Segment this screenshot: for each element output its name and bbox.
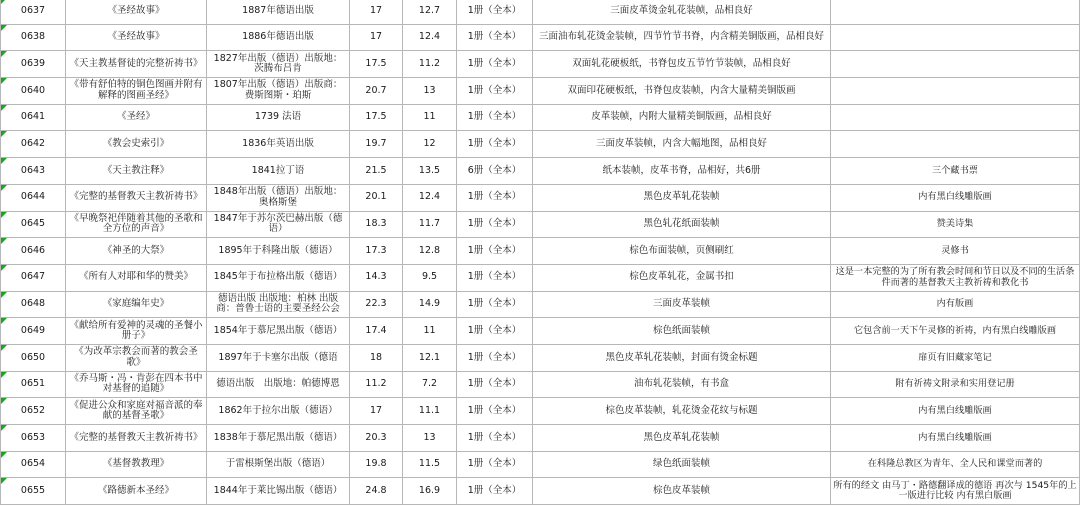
note-cell <box>831 78 1080 105</box>
title-cell: 《献给所有爱神的灵魂的圣餐小册子》 <box>66 318 207 345</box>
width-cell: 13 <box>403 425 457 452</box>
note-cell: 扉页有旧藏家笔记 <box>831 344 1080 371</box>
height-cell: 20.3 <box>350 425 403 452</box>
title-cell: 《完整的基督教天主教祈祷书》 <box>66 184 207 211</box>
title-cell: 《神圣的大祭》 <box>66 238 207 265</box>
note-cell <box>831 51 1080 78</box>
width-cell: 11.1 <box>403 398 457 425</box>
note-cell: 附有祈祷文附录和实用登记册 <box>831 371 1080 398</box>
width-cell: 13.5 <box>403 158 457 185</box>
note-cell: 三个藏书票 <box>831 158 1080 185</box>
height-cell: 21.5 <box>350 158 403 185</box>
height-cell: 17 <box>350 0 403 24</box>
note-cell <box>831 24 1080 51</box>
title-cell: 《家庭编年史》 <box>66 291 207 318</box>
volume-cell: 1册（全本） <box>457 398 533 425</box>
description-cell: 棕色布面装帧，页侧刷红 <box>533 238 831 265</box>
table-row <box>1 184 1080 211</box>
height-cell: 17 <box>350 24 403 51</box>
description-cell: 三面皮革装帧 <box>533 291 831 318</box>
publication-cell: 1848年出版（德语）出版地：奥格斯堡 <box>207 184 350 211</box>
title-cell: 《早晚祭祀伴随着其他的圣歌和全方位的声音》 <box>66 211 207 238</box>
volume-cell: 1册（全本） <box>457 238 533 265</box>
title-cell: 《促进公众和家庭对福音派的奉献的基督圣歌》 <box>66 398 207 425</box>
lot-number-cell: 0645 <box>1 211 66 238</box>
height-cell: 14.3 <box>350 264 403 291</box>
table-row <box>1 78 1080 105</box>
table-row <box>1 131 1080 158</box>
title-cell: 《教会史索引》 <box>66 131 207 158</box>
publication-cell: 1895年于科隆出版（德语） <box>207 238 350 265</box>
height-cell: 17.5 <box>350 104 403 131</box>
lot-number-cell: 0639 <box>1 51 66 78</box>
description-cell: 三面皮革装帧，内含大幅地图，品相良好 <box>533 131 831 158</box>
volume-cell: 1册（全本） <box>457 0 533 24</box>
description-cell: 黑色皮革轧花装帧，封面有烫金标题 <box>533 344 831 371</box>
publication-cell: 1897年于卡塞尔出版（德语 <box>207 344 350 371</box>
publication-cell: 德语出版 出版地：柏林 出版商：普鲁士语的主要圣经公会 <box>207 291 350 318</box>
description-cell: 棕色皮革装帧 <box>533 478 831 505</box>
height-cell: 17.5 <box>350 51 403 78</box>
height-cell: 20.7 <box>350 78 403 105</box>
note-cell: 所有的经文 由马丁・路德翻译成的德语 再次与 1545年的上一版进行比较 内有黑白版画 <box>831 478 1080 505</box>
width-cell: 16.9 <box>403 478 457 505</box>
height-cell: 11.2 <box>350 371 403 398</box>
height-cell: 18.3 <box>350 211 403 238</box>
table-row <box>1 0 1080 24</box>
volume-cell: 1册（全本） <box>457 104 533 131</box>
table-row <box>1 291 1080 318</box>
volume-cell: 1册（全本） <box>457 318 533 345</box>
volume-cell: 1册（全本） <box>457 344 533 371</box>
width-cell: 12.1 <box>403 344 457 371</box>
volume-cell: 6册（全本） <box>457 158 533 185</box>
title-cell: 《为改革宗教会而著的教会圣歌》 <box>66 344 207 371</box>
width-cell: 13 <box>403 78 457 105</box>
catalog-table-body <box>1 0 1080 505</box>
description-cell: 棕色纸面装帧 <box>533 318 831 345</box>
publication-cell: 1862年于拉尔出版（德语） <box>207 398 350 425</box>
description-cell: 黑色皮革轧花装帧 <box>533 184 831 211</box>
lot-number-cell: 0642 <box>1 131 66 158</box>
width-cell: 11.2 <box>403 51 457 78</box>
height-cell: 24.8 <box>350 478 403 505</box>
volume-cell: 1册（全本） <box>457 371 533 398</box>
width-cell: 12 <box>403 131 457 158</box>
width-cell: 14.9 <box>403 291 457 318</box>
table-row <box>1 344 1080 371</box>
volume-cell: 1册（全本） <box>457 211 533 238</box>
width-cell: 12.7 <box>403 0 457 24</box>
width-cell: 7.2 <box>403 371 457 398</box>
table-row <box>1 238 1080 265</box>
width-cell: 11 <box>403 318 457 345</box>
volume-cell: 1册（全本） <box>457 478 533 505</box>
volume-cell: 1册（全本） <box>457 451 533 478</box>
note-cell: 赞美诗集 <box>831 211 1080 238</box>
table-row <box>1 264 1080 291</box>
width-cell: 11 <box>403 104 457 131</box>
note-cell: 内有版画 <box>831 291 1080 318</box>
table-row <box>1 51 1080 78</box>
lot-number-cell: 0653 <box>1 425 66 452</box>
volume-cell: 1册（全本） <box>457 291 533 318</box>
height-cell: 17.4 <box>350 318 403 345</box>
title-cell: 《天主教基督徒的完整祈祷书》 <box>66 51 207 78</box>
volume-cell: 1册（全本） <box>457 78 533 105</box>
description-cell: 三面油布轧花烫金装帧，四节竹节书脊，内含精美铜版画，品相良好 <box>533 24 831 51</box>
title-cell: 《圣经故事》 <box>66 24 207 51</box>
table-row <box>1 211 1080 238</box>
publication-cell: 1838年于慕尼黑出版（德语） <box>207 425 350 452</box>
volume-cell: 1册（全本） <box>457 264 533 291</box>
lot-number-cell: 0654 <box>1 451 66 478</box>
description-cell: 油布轧花装帧，有书盒 <box>533 371 831 398</box>
note-cell: 这是一本完整的为了所有教会时间和节日以及不同的生活条件而著的基督教天主教祈祷和教化书 <box>831 264 1080 291</box>
description-cell: 皮革装帧，内附大量精美铜版画，品相良好 <box>533 104 831 131</box>
publication-cell: 德语出版 出版地：帕德博恩 <box>207 371 350 398</box>
volume-cell: 1册（全本） <box>457 184 533 211</box>
title-cell: 《天主教注释》 <box>66 158 207 185</box>
description-cell: 三面皮革烫金轧花装帧，品相良好 <box>533 0 831 24</box>
lot-number-cell: 0655 <box>1 478 66 505</box>
width-cell: 11.7 <box>403 211 457 238</box>
height-cell: 17 <box>350 398 403 425</box>
note-cell: 灵修书 <box>831 238 1080 265</box>
description-cell: 双面轧花硬板纸，书脊包皮五节竹节装帧，品相良好 <box>533 51 831 78</box>
publication-cell: 1854年于慕尼黑出版（德语） <box>207 318 350 345</box>
note-cell: 内有黑白线雕版画 <box>831 425 1080 452</box>
publication-cell: 1827年出版（德语）出版地：茨腾布吕肯 <box>207 51 350 78</box>
lot-number-cell: 0651 <box>1 371 66 398</box>
note-cell <box>831 0 1080 24</box>
table-row <box>1 318 1080 345</box>
lot-number-cell: 0650 <box>1 344 66 371</box>
volume-cell: 1册（全本） <box>457 425 533 452</box>
title-cell: 《带有舒伯特的铜色图画并附有解释的图画圣经》 <box>66 78 207 105</box>
lot-number-cell: 0641 <box>1 104 66 131</box>
description-cell: 黑色轧花纸面装帧 <box>533 211 831 238</box>
width-cell: 12.8 <box>403 238 457 265</box>
table-row <box>1 478 1080 505</box>
lot-number-cell: 0640 <box>1 78 66 105</box>
table-row <box>1 398 1080 425</box>
publication-cell: 1887年德语出版 <box>207 0 350 24</box>
width-cell: 12.4 <box>403 24 457 51</box>
height-cell: 18 <box>350 344 403 371</box>
publication-cell: 1845年于布拉格出版（德语） <box>207 264 350 291</box>
table-row <box>1 371 1080 398</box>
publication-cell: 于雷根斯堡出版（德语） <box>207 451 350 478</box>
title-cell: 《路德新本圣经》 <box>66 478 207 505</box>
table-row <box>1 104 1080 131</box>
height-cell: 20.1 <box>350 184 403 211</box>
lot-number-cell: 0647 <box>1 264 66 291</box>
publication-cell: 1847年于苏尔茨巴赫出版（德语） <box>207 211 350 238</box>
note-cell: 在科隆总教区为青年、全人民和课堂而著的 <box>831 451 1080 478</box>
description-cell: 纸本装帧，皮革书脊，品相好，共6册 <box>533 158 831 185</box>
title-cell: 《所有人对耶和华的赞美》 <box>66 264 207 291</box>
publication-cell: 1836年英语出版 <box>207 131 350 158</box>
note-cell <box>831 104 1080 131</box>
table-row <box>1 425 1080 452</box>
note-cell: 内有黑白线雕版画 <box>831 184 1080 211</box>
height-cell: 22.3 <box>350 291 403 318</box>
description-cell: 黑色皮革轧花装帧 <box>533 425 831 452</box>
volume-cell: 1册（全本） <box>457 51 533 78</box>
publication-cell: 1807年出版（德语）出版商：费斯图斯・珀斯 <box>207 78 350 105</box>
note-cell <box>831 131 1080 158</box>
lot-number-cell: 0648 <box>1 291 66 318</box>
volume-cell: 1册（全本） <box>457 24 533 51</box>
description-cell: 双面印花硬板纸，书脊包皮装帧，内含大量精美铜版画 <box>533 78 831 105</box>
height-cell: 19.8 <box>350 451 403 478</box>
volume-cell: 1册（全本） <box>457 131 533 158</box>
title-cell: 《乔马斯・冯・肯彭在四本书中对基督的追随》 <box>66 371 207 398</box>
lot-number-cell: 0649 <box>1 318 66 345</box>
table-row <box>1 24 1080 51</box>
publication-cell: 1739 法语 <box>207 104 350 131</box>
table-row <box>1 158 1080 185</box>
height-cell: 17.3 <box>350 238 403 265</box>
note-cell: 内有黑白线雕版画 <box>831 398 1080 425</box>
width-cell: 11.5 <box>403 451 457 478</box>
note-cell: 它包含前一天下午灵修的祈祷，内有黑白线雕版画 <box>831 318 1080 345</box>
publication-cell: 1844年于莱比锡出版（德语） <box>207 478 350 505</box>
lot-number-cell: 0652 <box>1 398 66 425</box>
width-cell: 9.5 <box>403 264 457 291</box>
title-cell: 《完整的基督教天主教祈祷书》 <box>66 425 207 452</box>
lot-number-cell: 0638 <box>1 24 66 51</box>
table-row <box>1 451 1080 478</box>
height-cell: 19.7 <box>350 131 403 158</box>
description-cell: 绿色纸面装帧 <box>533 451 831 478</box>
lot-number-cell: 0643 <box>1 158 66 185</box>
description-cell: 棕色皮革轧花，金属书扣 <box>533 264 831 291</box>
title-cell: 《圣经故事》 <box>66 0 207 24</box>
title-cell: 《圣经》 <box>66 104 207 131</box>
publication-cell: 1841拉丁语 <box>207 158 350 185</box>
lot-number-cell: 0637 <box>1 0 66 24</box>
description-cell: 棕色皮革装帧，轧花烫金花纹与标题 <box>533 398 831 425</box>
title-cell: 《基督教教理》 <box>66 451 207 478</box>
lot-number-cell: 0646 <box>1 238 66 265</box>
publication-cell: 1886年德语出版 <box>207 24 350 51</box>
lot-number-cell: 0644 <box>1 184 66 211</box>
width-cell: 12.4 <box>403 184 457 211</box>
